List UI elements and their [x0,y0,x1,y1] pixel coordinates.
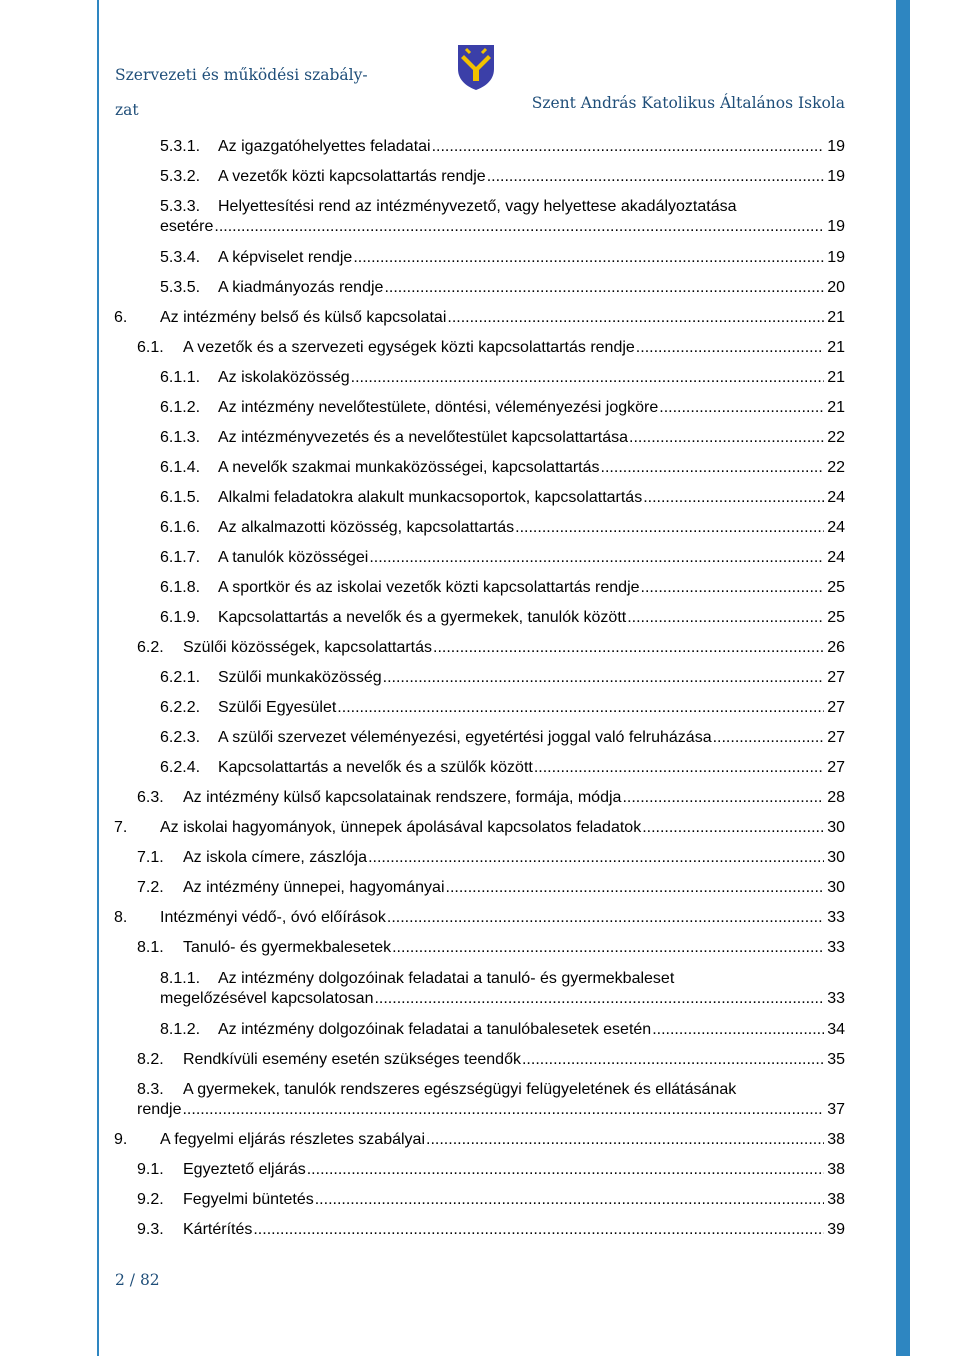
toc-entry-page: 26 [827,639,845,656]
toc-entry[interactable] [137,1220,845,1240]
toc-entry-title: Az intézményvezetés és a nevelőtestület kapcsolattartása [218,429,628,446]
toc-entry-title: Az alkalmazotti közösség, kapcsolattartás [218,519,515,536]
toc-entry[interactable] [160,578,845,598]
toc-entry-title: Az iskolaközösség [218,369,350,386]
toc-leader-dots [384,278,824,298]
toc-entry[interactable] [137,878,845,898]
toc-entry-number: 6.2.4. [160,759,201,776]
toc-entry[interactable] [114,308,845,328]
toc-entry[interactable] [137,1160,845,1180]
toc-entry-title: Az intézmény külső kapcsolatainak rendszere, formája, módja [183,789,622,806]
toc-entry-title: Kapcsolattartás a nevelők és a gyermekek, tanulók között [218,609,627,626]
toc-entry-number: 6.1.5. [160,489,201,506]
toc-entry-number: 5.3.5. [160,279,201,296]
toc-entry[interactable] [137,338,845,358]
toc-leader-dots [214,217,824,237]
toc-entry-number: 5.3.3. [160,198,201,215]
toc-entry-page: 19 [827,249,845,266]
toc-leader-dots [433,638,824,658]
toc-entry-page: 33 [827,990,845,1007]
toc-leader-dots [446,878,825,898]
toc-entry-title: esetére [160,218,214,235]
toc-entry-title: Az iskolai hagyományok, ünnepek ápolásával kapcsolatos feladatok [160,819,642,836]
toc-entry[interactable] [160,278,845,298]
toc-entry[interactable] [137,1190,845,1210]
toc-entry-page: 27 [827,759,845,776]
toc-entry-page: 25 [827,579,845,596]
toc-entry-page: 30 [827,879,845,896]
toc-leader-dots [353,248,824,268]
toc-leader-dots [426,1130,824,1150]
toc-entry-number: 7. [114,819,128,836]
toc-entry-page: 19 [827,218,845,235]
toc-entry-page: 33 [827,909,845,926]
toc-entry-page: 34 [827,1021,845,1038]
toc-leader-dots [629,428,824,448]
toc-leader-dots [387,908,824,928]
toc-entry-number: 6.1.6. [160,519,201,536]
toc-entry[interactable] [160,428,845,448]
toc-entry-title: Kártérítés [183,1221,253,1238]
toc-entry-page: 24 [827,549,845,566]
toc-entry-number: 6.2.1. [160,669,201,686]
toc-leader-dots [368,848,824,868]
toc-leader-dots [383,668,824,688]
toc-entry[interactable] [160,728,845,748]
toc-leader-dots [522,1050,824,1070]
toc-entry[interactable] [137,1050,845,1070]
toc-entry-title: megelőzésével kapcsolatosan [160,990,374,1007]
toc-entry[interactable] [160,167,845,187]
toc-leader-dots [713,728,824,748]
toc-entry-number: 6.3. [137,789,164,806]
toc-entry-page: 37 [827,1101,845,1118]
toc-entry-title: A vezetők és a szervezeti egységek közti kapcsolattartás rendje [183,339,635,356]
toc-leader-dots [351,368,824,388]
toc-entry-number: 9.2. [137,1191,164,1208]
toc-entry-title: A vezetők közti kapcsolattartás rendje [218,168,486,185]
toc-entry[interactable] [160,458,845,478]
toc-entry-number: 5.3.4. [160,249,201,266]
right-margin-bar [896,0,910,1356]
toc-entry[interactable] [160,248,845,268]
toc-entry-page: 22 [827,429,845,446]
toc-entry-number: 6.1. [137,339,164,356]
toc-entry-page: 21 [827,399,845,416]
toc-entry-number: 8.3. [137,1081,164,1098]
toc-entry-title: Az intézmény belső és külső kapcsolatai [160,309,447,326]
toc-entry[interactable] [160,137,845,157]
toc-entry-page: 21 [827,339,845,356]
toc-entry-number: 7.2. [137,879,164,896]
toc-entry-title: Rendkívüli esemény esetén szükséges teendők [183,1051,521,1068]
toc-entry-number: 6. [114,309,128,326]
toc-leader-dots [337,698,824,718]
toc-entry-page: 24 [827,519,845,536]
toc-entry[interactable] [160,698,845,718]
toc-entry-page: 38 [827,1161,845,1178]
toc-entry[interactable] [114,818,845,838]
header-document-title [115,58,375,128]
toc-entry-page: 38 [827,1131,845,1148]
toc-entry[interactable] [114,1130,845,1150]
toc-entry[interactable] [160,197,845,237]
toc-entry-page: 38 [827,1191,845,1208]
toc-entry-number: 9. [114,1131,128,1148]
toc-entry-title: A képviselet rendje [218,249,353,266]
toc-leader-dots [253,1220,824,1240]
toc-entry-page: 28 [827,789,845,806]
toc-entry-title: A sportkör és az iskolai vezetők közti kapcsolattartás rendje [218,579,640,596]
toc-entry[interactable] [160,548,845,568]
toc-entry-title: Szülői Egyesület [218,699,337,716]
toc-leader-dots [627,608,824,628]
page-indicator: 2 / 82 [115,1271,160,1289]
toc-entry-number: 6.1.7. [160,549,201,566]
toc-entry-page: 33 [827,939,845,956]
toc-entry-page: 25 [827,609,845,626]
toc-leader-dots [642,818,824,838]
toc-entry[interactable] [160,608,845,628]
toc-entry-number: 7.1. [137,849,164,866]
toc-entry-number: 8. [114,909,128,926]
toc-leader-dots [182,1100,824,1120]
toc-entry-title: Az intézmény nevelőtestülete, döntési, véleményezési jogköre [218,399,659,416]
toc-entry-page: 22 [827,459,845,476]
toc-leader-dots [307,1160,824,1180]
school-crest-logo [456,43,496,91]
toc-entry[interactable] [114,908,845,928]
toc-entry-page: 30 [827,849,845,866]
toc-entry[interactable] [160,518,845,538]
toc-entry-title: A szülői szervezet véleményezési, egyetértési joggal való felruházása [218,729,712,746]
toc-entry-title: Szülői munkaközösség [218,669,382,686]
toc-leader-dots [622,788,824,808]
toc-leader-dots [432,137,824,157]
toc-entry[interactable] [160,758,845,778]
toc-leader-dots [515,518,824,538]
toc-entry-number: 5.3.2. [160,168,201,185]
toc-entry-number: 8.1.1. [160,970,201,987]
toc-leader-dots [643,488,824,508]
toc-entry-number: 6.1.4. [160,459,201,476]
toc-entry[interactable] [160,368,845,388]
toc-leader-dots [374,989,824,1009]
toc-entry[interactable] [160,398,845,418]
toc-entry[interactable] [160,668,845,688]
toc-entry-title: Az igazgatóhelyettes feladatai [218,138,431,155]
toc-entry-title-line1: Helyettesítési rend az intézményvezető, vagy helyettese akadályoztatása [218,198,737,215]
header-title-line2: zat [115,101,139,119]
toc-entry-page: 39 [827,1221,845,1238]
toc-entry-number: 6.1.1. [160,369,201,386]
header-title-line1: Szervezeti és működési szabály- [115,66,368,84]
toc-entry-number: 6.1.3. [160,429,201,446]
toc-entry-title: Szülői közösségek, kapcsolattartás [183,639,433,656]
toc-leader-dots [369,548,824,568]
toc-entry-number: 5.3.1. [160,138,201,155]
toc-entry-number: 8.1. [137,939,164,956]
toc-entry[interactable] [137,638,845,658]
header-school-name: Szent András Katolikus Általános Iskola [531,94,845,112]
toc-entry-title: Fegyelmi büntetés [183,1191,314,1208]
toc-entry-number: 9.1. [137,1161,164,1178]
toc-entry[interactable] [160,488,845,508]
toc-entry-title: Az intézmény ünnepei, hagyományai [183,879,445,896]
toc-leader-dots [487,167,824,187]
toc-entry[interactable] [137,938,845,958]
toc-entry-page: 35 [827,1051,845,1068]
toc-entry[interactable] [137,848,845,868]
toc-entry-title: Alkalmi feladatokra alakult munkacsoportok, kapcsolattartás [218,489,643,506]
toc-entry-title-line1: A gyermekek, tanulók rendszeres egészségügyi felügyeletének és ellátásának [183,1081,737,1098]
toc-entry-number: 6.2. [137,639,164,656]
toc-entry-title: A nevelők szakmai munkaközösségei, kapcsolattartás [218,459,600,476]
toc-entry-title: Egyeztető eljárás [183,1161,306,1178]
left-margin-rule [97,0,99,1356]
toc-entry-number: 6.1.8. [160,579,201,596]
toc-entry-title: A kiadmányozás rendje [218,279,384,296]
toc-entry-page: 30 [827,819,845,836]
toc-entry-page: 19 [827,138,845,155]
toc-entry[interactable] [160,1020,845,1040]
toc-entry-page: 24 [827,489,845,506]
toc-entry[interactable] [137,1080,845,1120]
toc-entry-number: 6.1.2. [160,399,201,416]
toc-entry-number: 6.2.2. [160,699,201,716]
toc-entry-title: Az iskola címere, zászlója [183,849,368,866]
toc-entry-title: A fegyelmi eljárás részletes szabályai [160,1131,426,1148]
toc-entry[interactable] [160,969,845,1009]
toc-leader-dots [392,938,824,958]
toc-entry-page: 21 [827,309,845,326]
toc-entry-page: 20 [827,279,845,296]
toc-leader-dots [652,1020,824,1040]
toc-leader-dots [315,1190,824,1210]
toc-entry-page: 27 [827,669,845,686]
toc-leader-dots [447,308,824,328]
toc-entry[interactable] [137,788,845,808]
toc-entry-title: Az intézmény dolgozóinak feladatai a tanulóbalesetek esetén [218,1021,652,1038]
toc-leader-dots [641,578,824,598]
toc-entry-number: 8.2. [137,1051,164,1068]
toc-entry-number: 9.3. [137,1221,164,1238]
toc-leader-dots [659,398,824,418]
toc-entry-title: Intézményi védő-, óvó előírások [160,909,386,926]
toc-entry-page: 21 [827,369,845,386]
toc-leader-dots [636,338,824,358]
toc-entry-number: 6.1.9. [160,609,201,626]
toc-entry-page: 19 [827,168,845,185]
toc-entry-title: rendje [137,1101,182,1118]
toc-entry-page: 27 [827,729,845,746]
toc-entry-number: 8.1.2. [160,1021,201,1038]
toc-entry-title: Kapcsolattartás a nevelők és a szülők között [218,759,533,776]
toc-entry-title: A tanulók közösségei [218,549,369,566]
toc-entry-title-line1: Az intézmény dolgozóinak feladatai a tanuló- és gyermekbaleset [218,970,675,987]
toc-entry-page: 27 [827,699,845,716]
toc-entry-number: 6.2.3. [160,729,201,746]
toc-leader-dots [601,458,824,478]
toc-leader-dots [534,758,824,778]
toc-entry-title: Tanuló- és gyermekbalesetek [183,939,392,956]
